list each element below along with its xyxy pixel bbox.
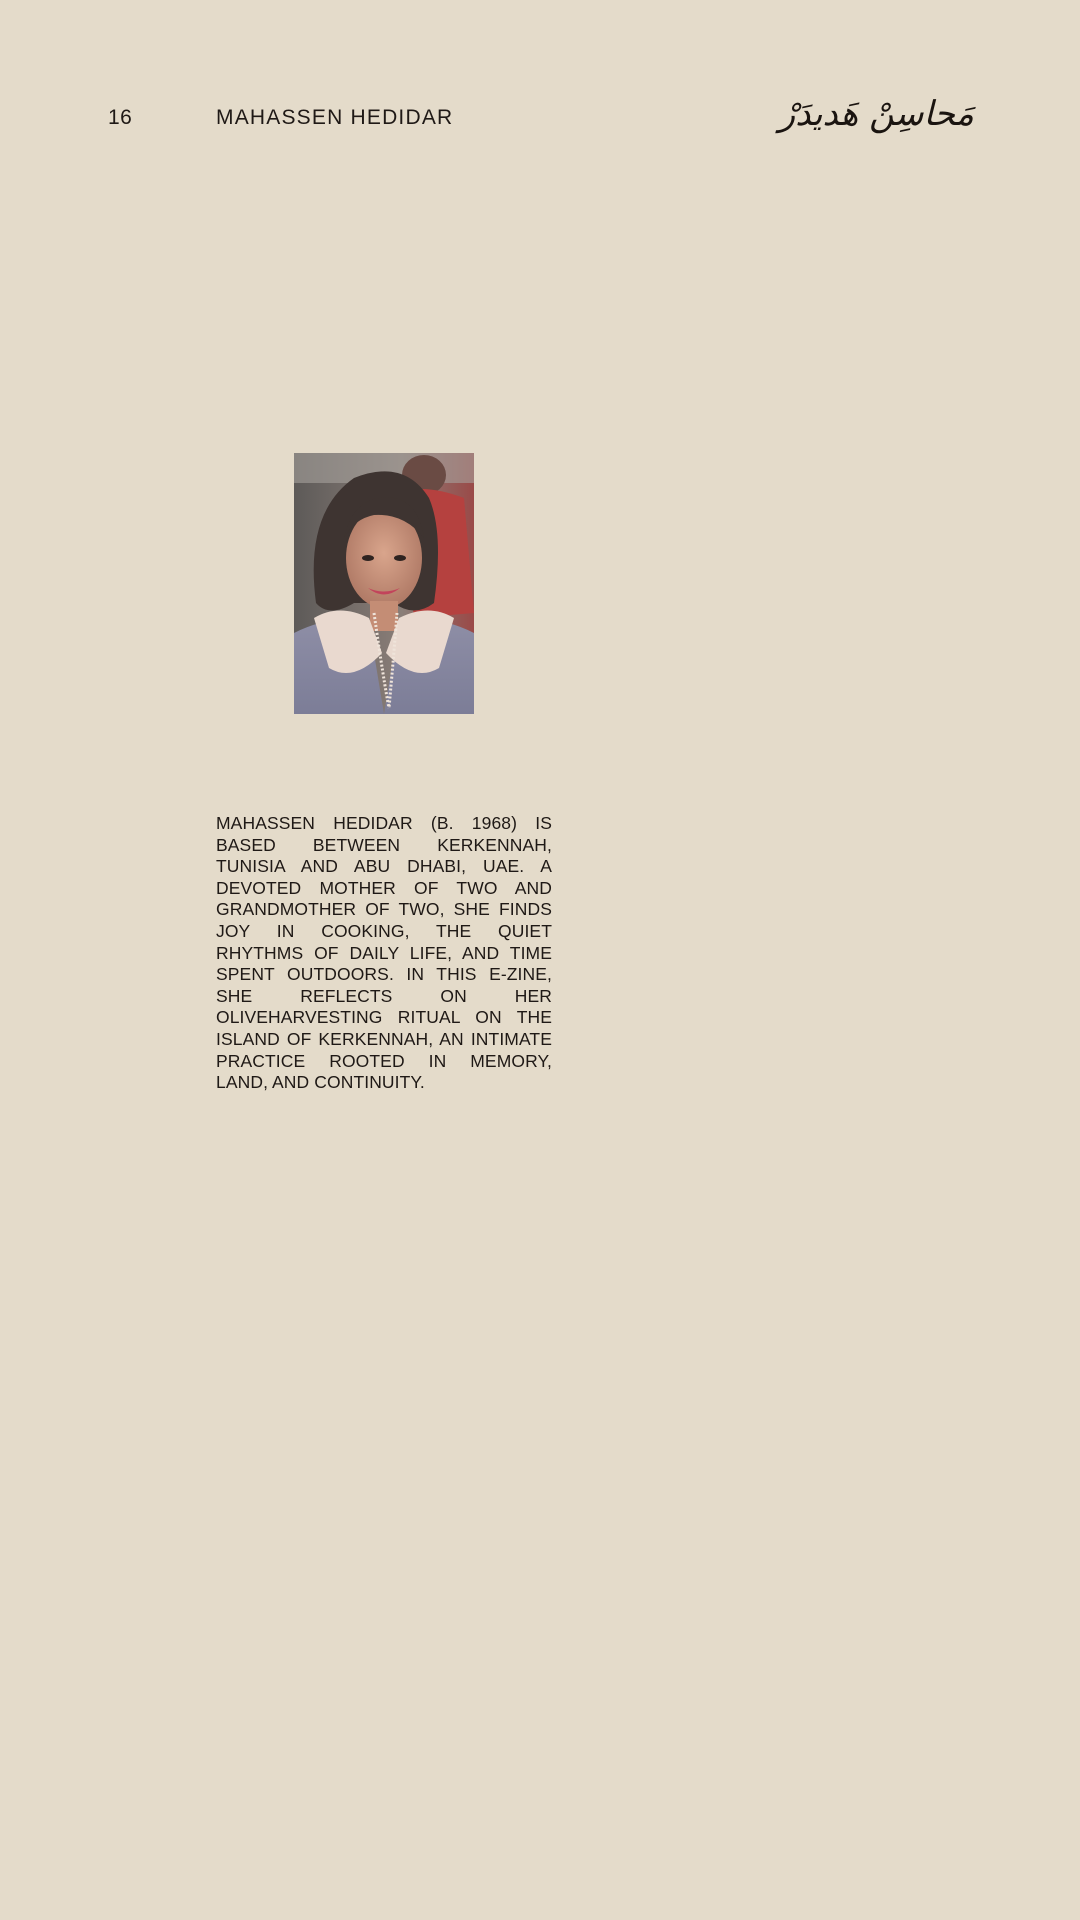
author-name-latin: MAHASSEN HEDIDAR — [216, 106, 454, 129]
portrait-photo-image — [294, 453, 474, 714]
author-bio: MAHASSEN HEDIDAR (B. 1968) IS BASED BETWEEN KERKENNAH, TUNISIA AND ABU DHABI, UAE. A DEVOTED MOTHER OF TWO AND GRANDMOTHER OF TWO, SHE FINDS JOY IN COOKING, THE QUIET RHYTHMS OF DAILY LIFE, AND TIME SPENT OUTDOORS. IN THIS E-ZINE, SHE REFLECTS ON HER OLIVEHARVESTING RITUAL ON THE ISLAND OF KERKENNAH, AN INTIMATE PRACTICE ROOTED IN MEMORY, LAND, AND CONTINUITY. — [216, 813, 552, 1093]
portrait-photo — [294, 453, 474, 714]
page-number: 16 — [108, 106, 133, 129]
author-name-arabic: مَحاسِنْ هَديدَرْ — [778, 94, 974, 134]
page-header — [0, 94, 1080, 140]
